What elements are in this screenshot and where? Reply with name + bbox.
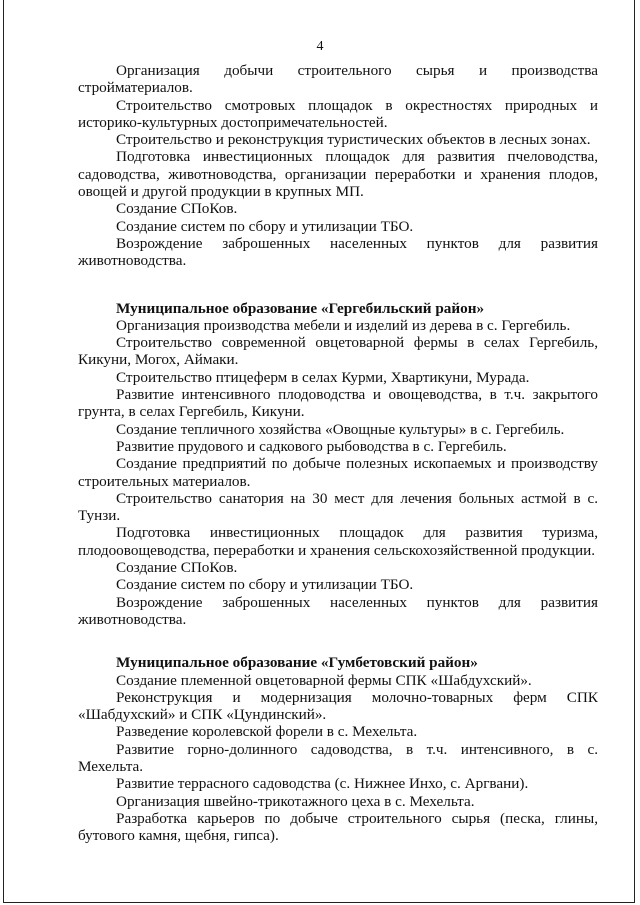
- section-spacer: [78, 628, 598, 654]
- intro-list: [78, 62, 598, 270]
- paragraph: Реконструкция и модернизация молочно-товарных ферм СПК «Шабдухский» и СПК «Цундинский».: [78, 688, 598, 724]
- paragraph: Создание СПоКов.: [116, 559, 238, 577]
- paragraph: Строительство смотровых площадок в окрестностях природных и историко-культурных достопримечательностей.: [78, 96, 598, 131]
- paragraph: Организация добычи строительного сырья и производства стройматериалов.: [78, 62, 598, 97]
- section-gumbetov: [78, 654, 598, 844]
- paragraph: Организация швейно-трикотажного цеха в с. Мехельта.: [116, 792, 475, 810]
- paragraph: Подготовка инвестиционных площадок для развития пчеловодства, садоводства, животноводства, организации переработки и хранения плодов, овощей и другой продукции в крупных МП.: [78, 148, 598, 201]
- paragraph: Создание племенной овцетоварной фермы СПК «Шабдухский».: [116, 671, 532, 689]
- paragraph: Развитие террасного садоводства (с. Нижнее Инхо, с. Аргвани).: [116, 775, 529, 793]
- paragraph: Подготовка инвестиционных площадок для развития туризма, плодоовощеводства, переработки и хранения сельскохозяйственной продукции.: [78, 524, 598, 559]
- paragraph: Создание предприятий по добыче полезных ископаемых и производству строительных материалов.: [78, 455, 598, 490]
- paragraph: Строительство птицеферм в селах Курми, Хвартикуни, Мурада.: [116, 368, 530, 386]
- paragraph: Организация производства мебели и изделий из дерева в с. Гергебиль.: [116, 316, 571, 334]
- page-number: 4: [316, 39, 324, 54]
- section-heading: Муниципальное образование «Гергебильский район»: [116, 299, 485, 317]
- document-body: [78, 62, 598, 844]
- paragraph: Строительство современной овцетоварной фермы в селах Гергебиль, Кикуни, Могох, Аймаки.: [78, 334, 598, 369]
- paragraph: Разведение королевской форели в с. Мехельта.: [116, 723, 418, 741]
- paragraph: Разработка карьеров по добыче строительного сырья (песка, глины, бутового камня, щебня, гипса).: [78, 809, 598, 845]
- section-heading: Муниципальное образование «Гумбетовский район»: [116, 654, 478, 672]
- paragraph: Развитие горно-долинного садоводства, в т.ч. интенсивного, в с. Мехельта.: [78, 740, 598, 775]
- paragraph: Создание тепличного хозяйства «Овощные культуры» в с. Гергебиль.: [116, 420, 565, 438]
- paragraph: Строительство и реконструкция туристических объектов в лесных зонах.: [116, 131, 591, 149]
- section-spacer: [78, 270, 598, 300]
- paragraph: Создание систем по сбору и утилизации ТБО.: [116, 217, 414, 235]
- paragraph: Развитие прудового и садкового рыбоводства в с. Гергебиль.: [116, 437, 507, 455]
- paragraph: Создание систем по сбору и утилизации ТБО.: [116, 576, 414, 594]
- paragraph: Строительство санатория на 30 мест для лечения больных астмой в с. Тунзи.: [78, 489, 598, 525]
- paragraph: Развитие интенсивного плодоводства и овощеводства, в т.ч. закрытого грунта, в селах Гергебиль, Кикуни.: [78, 386, 598, 421]
- paragraph: Возрождение заброшенных населенных пунктов для развития животноводства.: [78, 593, 598, 628]
- paragraph: Возрождение заброшенных населенных пунктов для развития животноводства.: [78, 234, 598, 270]
- section-gergebil: [78, 300, 598, 629]
- paragraph: Создание СПоКов.: [116, 200, 238, 218]
